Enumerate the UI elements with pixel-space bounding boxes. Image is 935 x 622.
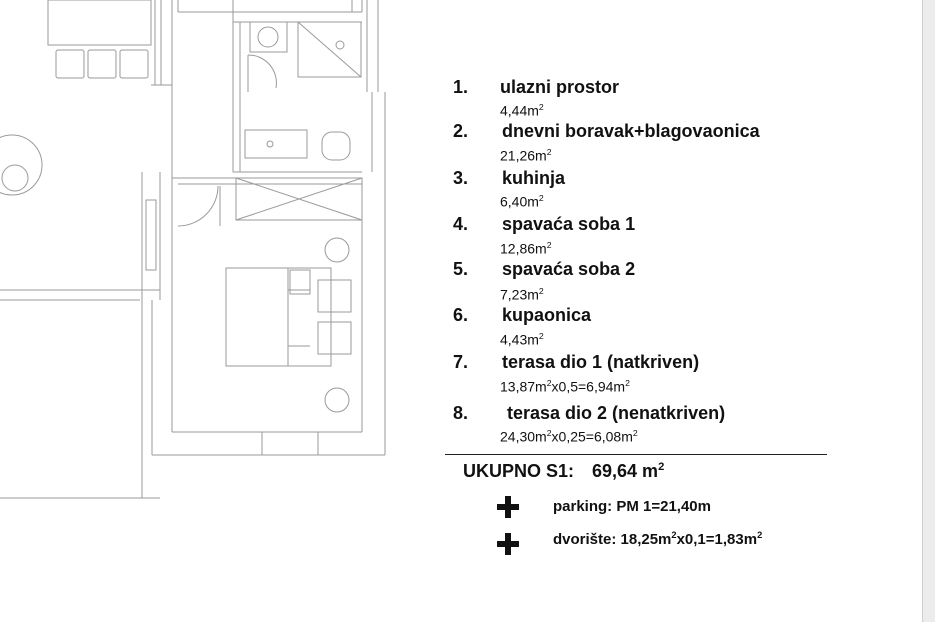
parking-info: parking: PM 1=21,40m	[553, 498, 711, 515]
room-area: $4,44m^2$	[500, 102, 544, 119]
room-name: spavaća soba 1	[502, 214, 636, 234]
yard-info: dvorište: $18,25m^2x0,1=1,83m^2$	[553, 530, 763, 548]
room-area: $4,43m^2$	[500, 331, 544, 348]
room-area: $12,86m^2$	[500, 240, 552, 257]
divider-line	[445, 454, 827, 455]
plus-icon	[497, 533, 519, 555]
room-name: dnevni boravak+blagovaonica	[502, 121, 760, 141]
room-name: kuhinja	[502, 168, 566, 188]
room-number: 1.	[453, 77, 469, 97]
room-number: 2.	[453, 121, 469, 141]
page-edge-strip	[922, 0, 935, 622]
floor-plan-drawing	[0, 0, 440, 622]
room-name: ulazni prostor	[500, 77, 620, 97]
total-value: 69,64 $m^2$	[592, 461, 665, 481]
room-area: $6,40m^2$	[500, 193, 544, 210]
total-label: UKUPNO S1:	[463, 461, 575, 481]
room-name: terasa dio 2 (nenatkriven)	[507, 403, 726, 423]
room-number: 6.	[453, 305, 469, 325]
plus-icon	[497, 496, 519, 518]
room-number: 5.	[453, 259, 469, 279]
room-name: spavaća soba 2	[502, 259, 636, 279]
room-area: $21,26m^2$	[500, 147, 552, 164]
room-area: $24,30m^2x0,25=6,08m^2$	[500, 428, 638, 445]
room-number: 3.	[453, 168, 469, 188]
room-name: terasa dio 1 (natkriven)	[502, 352, 700, 372]
total-area	[463, 461, 664, 482]
room-area: $7,23m^2$	[500, 286, 544, 303]
room-name: kupaonica	[502, 305, 592, 325]
room-number: 8.	[453, 403, 469, 423]
room-number: 4.	[453, 214, 469, 234]
room-number: 7.	[453, 352, 469, 372]
room-area: $13,87m^2x0,5=6,94m^2$	[500, 378, 630, 395]
